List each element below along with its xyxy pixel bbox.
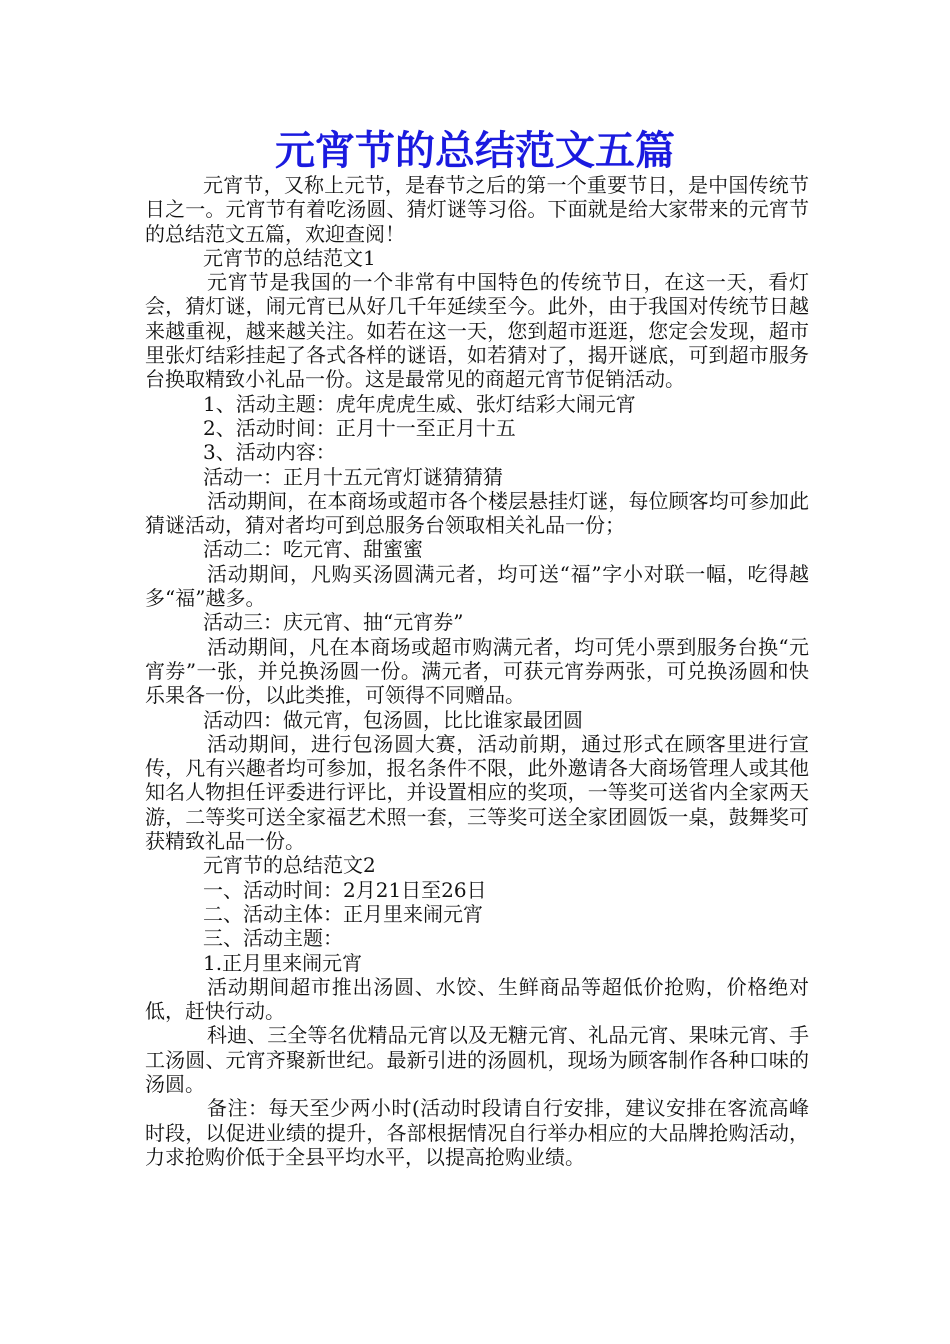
list-item: 1.正月里来闹元宵 bbox=[203, 950, 363, 975]
body-paragraph: 元宵节是我国的一个非常有中国特色的传统节日，在这一天，看灯会，猜灯谜，闹元宵已从好几千年延续至今。此外，由于我国对传统节日越来越重视，越来越关注。如若在这一天，您到超市逛逛，您定会发现，超市里张灯结彩挂起了各式各样的谜语，如若猜对了，揭开谜底，可到超市服务台换取精致小礼品一份。这是最常见的商超元宵节促销活动。 bbox=[145, 270, 809, 392]
list-item: 三、活动主题： bbox=[203, 926, 343, 951]
body-paragraph: 科迪、三全等名优精品元宵以及无糖元宵、礼品元宵、果味元宵、手工汤圆、元宵齐聚新世纪。最新引进的汤圆机，现场为顾客制作各种口味的汤圆。 bbox=[145, 1023, 809, 1096]
activity-heading: 活动三：庆元宵、抽“元宵券” bbox=[203, 610, 464, 635]
document-body bbox=[145, 173, 809, 1169]
body-paragraph: 活动期间，在本商场或超市各个楼层悬挂灯谜，每位顾客均可参加此猜谜活动，猜对者均可到总服务台领取相关礼品一份； bbox=[145, 488, 809, 538]
activity-heading: 活动一：正月十五元宵灯谜猜猜猜 bbox=[203, 464, 503, 489]
document-title: 元宵节的总结范文五篇 bbox=[275, 127, 675, 174]
body-paragraph: 活动期间，进行包汤圆大赛，活动前期，通过形式在顾客里进行宣传，凡有兴趣者均可参加，报名条件不限，此外邀请各大商场管理人或其他知名人物担任评委进行评比，并设置相应的奖项，一等奖可送省内全家两天游，二等奖可送全家福艺术照一套，三等奖可送全家团圆饭一桌，鼓舞奖可获精致礼品一份。 bbox=[145, 731, 809, 854]
list-item: 1、活动主题：虎年虎虎生威、张灯结彩大闹元宵 bbox=[203, 391, 636, 416]
activity-heading: 活动二：吃元宵、甜蜜蜜 bbox=[203, 537, 423, 562]
section-heading-1: 元宵节的总结范文1 bbox=[203, 245, 376, 270]
intro-paragraph: 元宵节，又称上元节，是春节之后的第一个重要节日，是中国传统节日之一。元宵节有着吃汤圆、猜灯谜等习俗。下面就是给大家带来的元宵节的总结范文五篇，欢迎查阅！ bbox=[145, 173, 809, 246]
list-item: 2、活动时间：正月十一至正月十五 bbox=[203, 415, 516, 440]
list-item: 一、活动时间：2月21日至26日 bbox=[203, 877, 487, 902]
activity-heading: 活动四：做元宵，包汤圆，比比谁家最团圆 bbox=[203, 707, 583, 732]
body-paragraph: 活动期间，凡在本商场或超市购满元者，均可凭小票到服务台换“元宵券”一张，并兑换汤圆一份。满元者，可获元宵券两张，可兑换汤圆和快乐果各一份，以此类推，可领得不同赠品。 bbox=[145, 634, 809, 708]
list-item: 二、活动主体：正月里来闹元宵 bbox=[203, 901, 483, 926]
body-paragraph: 活动期间，凡购买汤圆满元者，均可送“福”字小对联一幅，吃得越多“福”越多。 bbox=[145, 561, 809, 611]
body-paragraph: 活动期间超市推出汤圆、水饺、生鲜商品等超低价抢购，价格绝对低，赶快行动。 bbox=[145, 974, 809, 1024]
section-heading-2: 元宵节的总结范文2 bbox=[203, 853, 376, 878]
note-paragraph: 备注：每天至少两小时(活动时段请自行安排，建议安排在客流高峰时段，以促进业绩的提升，各部根据情况自行举办相应的大品牌抢购活动，力求抢购价低于全县平均水平，以提高抢购业绩。 bbox=[145, 1096, 809, 1169]
list-item: 3、活动内容： bbox=[203, 440, 336, 465]
